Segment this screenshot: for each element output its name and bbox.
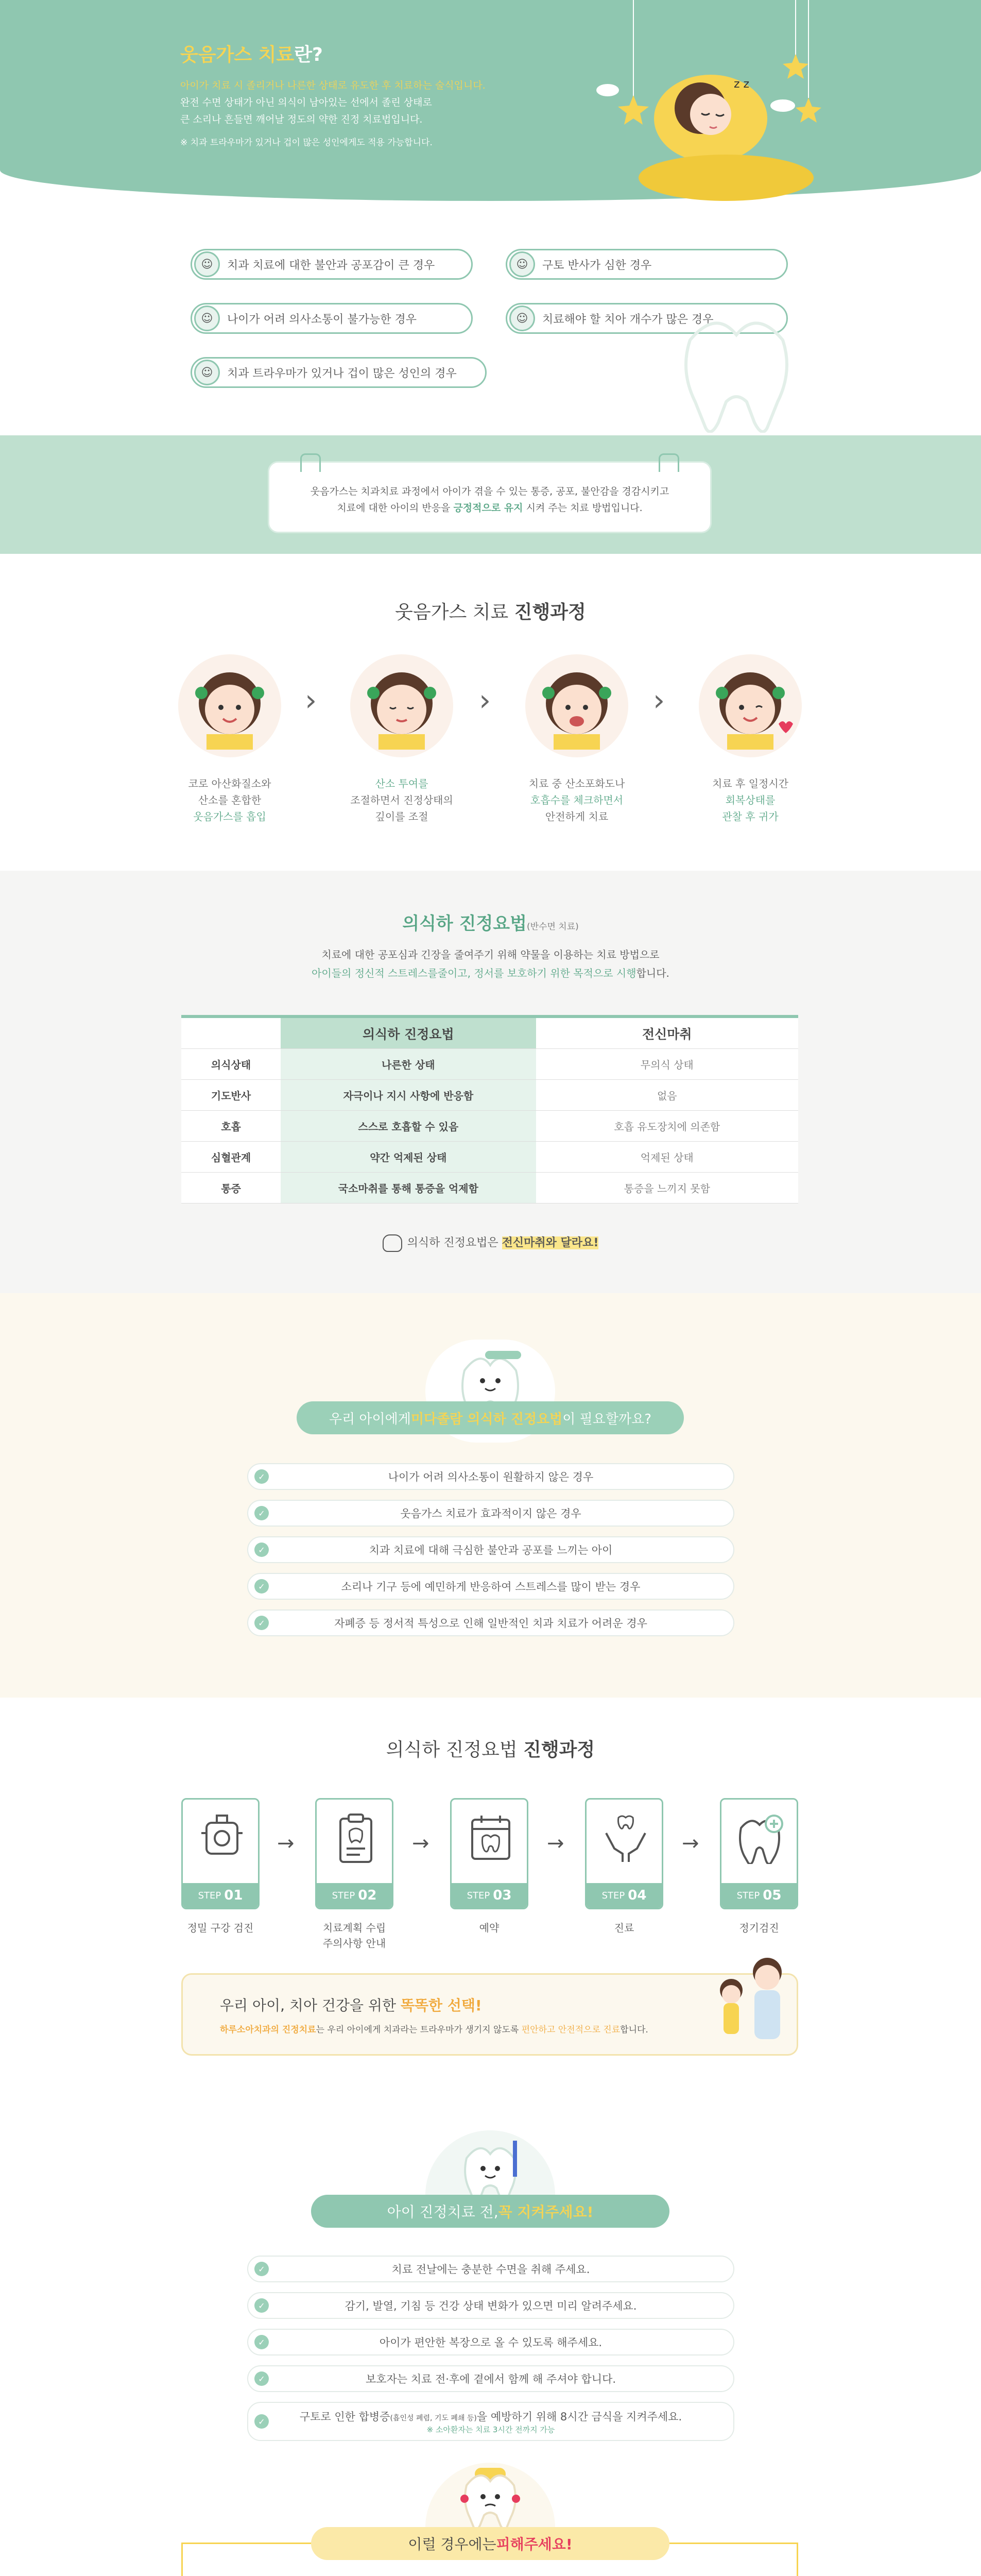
notice-text: 웃음가스는 치과치료 과정에서 아이가 겪을 수 있는 통증, 공포, 불안감을 경감시키고 치료에 대한 아이의 반응을 긍정적으로 유지 시켜 주는 치료 방법입니다. (310, 486, 669, 514)
hero-note: ※ 치과 트라우마가 있거나 겁이 많은 성인에게도 적용 가능합니다. (180, 138, 433, 148)
step-card-02: STEP 02 (315, 1798, 393, 1909)
hero-title-suffix: 란? (294, 44, 323, 65)
hero-title: 웃음가스 치료 (180, 44, 295, 65)
check-icon: ✓ (254, 2298, 269, 2313)
hero-line-1: 아이가 치료 시 졸리거나 나른한 상태로 유도한 후 치료하는 술식입니다. (180, 80, 486, 91)
xray-machine-icon (199, 1812, 245, 1864)
sedation-section (0, 871, 981, 1293)
notice-band (0, 435, 981, 554)
sedation-title: 의식하 진정요법(반수면 치료) (402, 913, 579, 934)
step-label-01: 정밀 구강 검진 (187, 1922, 254, 1934)
sleeping-girl-illustration (582, 0, 850, 201)
need-item-5: ✓ 자폐증 등 정서적 특성으로 인해 일반적인 치과 치료가 어려운 경우 (247, 1609, 734, 1636)
gas-step-4-text: 치료 후 일정시간 회복상태를 관찰 후 귀가 (712, 777, 788, 823)
table-row: 의식상태 나른한 상태 무의식 상태 (181, 1049, 798, 1080)
before-item-1: ✓ 치료 전날에는 충분한 수면을 취해 주세요. (247, 2256, 734, 2282)
need-item-2: ✓ 웃음가스 치료가 효과적이지 않은 경우 (247, 1500, 734, 1527)
case-pill-5: ☺ 치과 트라우마가 있거나 겁이 많은 성인의 경우 (191, 357, 487, 388)
step-label-04: 진료 (614, 1922, 634, 1934)
gas-process-title: 웃음가스 치료 진행과정 (395, 602, 586, 623)
ring-decoration (659, 453, 679, 472)
calendar-tooth-icon (468, 1812, 513, 1864)
girl-face-icon: ☺ (194, 306, 220, 331)
case-pill-4: ☺ 치료해야 할 치아 개수가 많은 경우 (506, 303, 788, 334)
check-icon: ✓ (254, 2371, 269, 2386)
child-step-1-illustration (178, 654, 281, 757)
before-item-5: ✓ 구토로 인한 합병증(흡인성 폐렴, 기도 폐쇄 등)을 예방하기 위해 8시간 금식을 지켜주세요. ※ 소아환자는 치료 3시간 전까지 가능 (247, 2402, 734, 2441)
check-icon: ✓ (254, 1579, 269, 1594)
tooth-watermark-illustration (669, 309, 803, 433)
sedation-description: 치료에 대한 공포심과 긴장을 줄여주기 위해 약물을 이용하는 치료 방법으로 아이들의 정신적 스트레스를줄이고, 정서를 보호하기 위한 목적으로 시행합니다. (312, 948, 669, 979)
check-icon: ✓ (254, 1469, 269, 1484)
table-row: 통증 국소마취를 통해 통증을 억제함 통증을 느끼지 못함 (181, 1173, 798, 1204)
comparison-table (181, 1018, 798, 1204)
table-row: 호흡 스스로 호흡할 수 있음 호흡 유도장치에 의존함 (181, 1111, 798, 1142)
case-pill-1: ☺ 치과 치료에 대한 불안과 공포감이 큰 경우 (191, 249, 473, 280)
gas-step-3-text: 치료 중 산소포화도나 호흡수를 체크하면서 안전하게 치료 (528, 777, 625, 823)
need-item-4: ✓ 소리나 기구 등에 예민하게 반응하여 스트레스를 많이 받는 경우 (247, 1573, 734, 1600)
hands-tooth-icon (603, 1812, 648, 1864)
step-card-05: STEP 05 (720, 1798, 798, 1909)
case-pill-2: ☺ 구토 반사가 심한 경우 (506, 249, 788, 280)
column-header-anesthesia: 전신마취 (536, 1018, 798, 1049)
choice-banner (181, 1973, 798, 2056)
step-card-01: STEP 01 (181, 1798, 260, 1909)
case-pill-3: ☺ 나이가 어려 의사소통이 불가능한 경우 (191, 303, 473, 334)
child-step-4-illustration (699, 654, 802, 757)
before-item-2: ✓ 감기, 발열, 기침 등 건강 상태 변화가 있으면 미리 알려주세요. (247, 2292, 734, 2319)
children-illustration (703, 1949, 796, 2052)
need-title-badge: 우리 아이에게 미다졸람 의식하 진정요법 이 필요할까요? (297, 1401, 684, 1434)
sedation-footnote: 의식하 진정요법은 전신마취와 달라요! (0, 1234, 981, 1252)
notice-card (268, 461, 712, 533)
step-label-03: 예약 (479, 1922, 500, 1934)
before-item-3: ✓ 아이가 편안한 복장으로 올 수 있도록 해주세요. (247, 2329, 734, 2355)
step-label-05: 정기검진 (739, 1922, 779, 1934)
girl-face-icon: ☺ (194, 251, 220, 277)
tooth-plus-icon (736, 1812, 785, 1864)
step-card-03: STEP 03 (450, 1798, 528, 1909)
gas-step-2-text: 산소 투여를 조절하면서 진정상태의 깊이를 조절 (350, 777, 453, 823)
hero-section (0, 0, 981, 201)
step-card-04: STEP 04 (585, 1798, 663, 1909)
child-step-3-illustration (525, 654, 628, 757)
svg-text:z z: z z (734, 78, 750, 91)
before-title-badge: 아이 진정치료 전, 꼭 지켜주세요! (311, 2195, 669, 2228)
table-row: 심혈관계 약간 억제된 상태 억제된 상태 (181, 1142, 798, 1173)
check-icon: ✓ (254, 2335, 269, 2349)
child-step-2-illustration (350, 654, 453, 757)
arrow-right-icon: → (277, 1832, 295, 1855)
check-icon: ✓ (254, 2262, 269, 2276)
arrow-right-icon: → (412, 1832, 429, 1855)
check-icon: ✓ (254, 1506, 269, 1520)
check-icon: ✓ (254, 2414, 269, 2429)
check-icon: ✓ (254, 1543, 269, 1557)
hero-line-2: 완전 수면 상태가 아닌 의식이 남아있는 선에서 졸린 상태로 (180, 97, 432, 108)
tooth-icon (383, 1234, 402, 1252)
arrow-right-icon: → (682, 1832, 699, 1855)
need-item-1: ✓ 나이가 어려 의사소통이 원활하지 않은 경우 (247, 1463, 734, 1490)
girl-face-icon: ☺ (509, 306, 535, 331)
need-section (0, 1293, 981, 1698)
chevron-right-icon: › (479, 683, 491, 718)
chevron-right-icon: › (653, 683, 665, 718)
avoid-title-badge: 이럴 경우에는 피해주세요! (311, 2527, 669, 2560)
check-icon: ✓ (254, 1616, 269, 1630)
need-item-3: ✓ 치과 치료에 대해 극심한 불안과 공포를 느끼는 아이 (247, 1536, 734, 1563)
choice-banner-text: 하루소아치과의 진정치료는 우리 아이에게 치과라는 트라우마가 생기지 않도록 편안하고 안전적으로 진료합니다. (220, 2025, 648, 2035)
arrow-right-icon: → (547, 1832, 564, 1855)
ring-decoration (300, 453, 321, 472)
step-label-02: 치료계획 수립 주의사항 안내 (322, 1922, 386, 1950)
choice-banner-title: 우리 아이, 치아 건강을 위한 똑똑한 선택! (220, 1997, 482, 2014)
table-row: 기도반사 자극이나 지시 사항에 반응함 없음 (181, 1080, 798, 1111)
sick-tooth-illustration (425, 2463, 555, 2535)
sedation-process-title: 의식하 진정요법 진행과정 (386, 1739, 595, 1760)
adult-face-icon: ☺ (194, 360, 220, 385)
column-header-sedation: 의식하 진정요법 (281, 1018, 536, 1049)
clipboard-icon (333, 1812, 378, 1864)
gas-step-1-text: 코로 아산화질소와 산소를 혼합한 웃음가스를 흡입 (188, 777, 271, 823)
boy-face-icon: ☺ (509, 251, 535, 277)
hero-line-3: 큰 소리나 흔들면 깨어날 정도의 약한 진정 치료법입니다. (180, 114, 423, 125)
before-item-4: ✓ 보호자는 치료 전·후에 곁에서 함께 해 주셔야 합니다. (247, 2365, 734, 2392)
hero-description (180, 77, 486, 151)
chevron-right-icon: › (305, 683, 317, 718)
